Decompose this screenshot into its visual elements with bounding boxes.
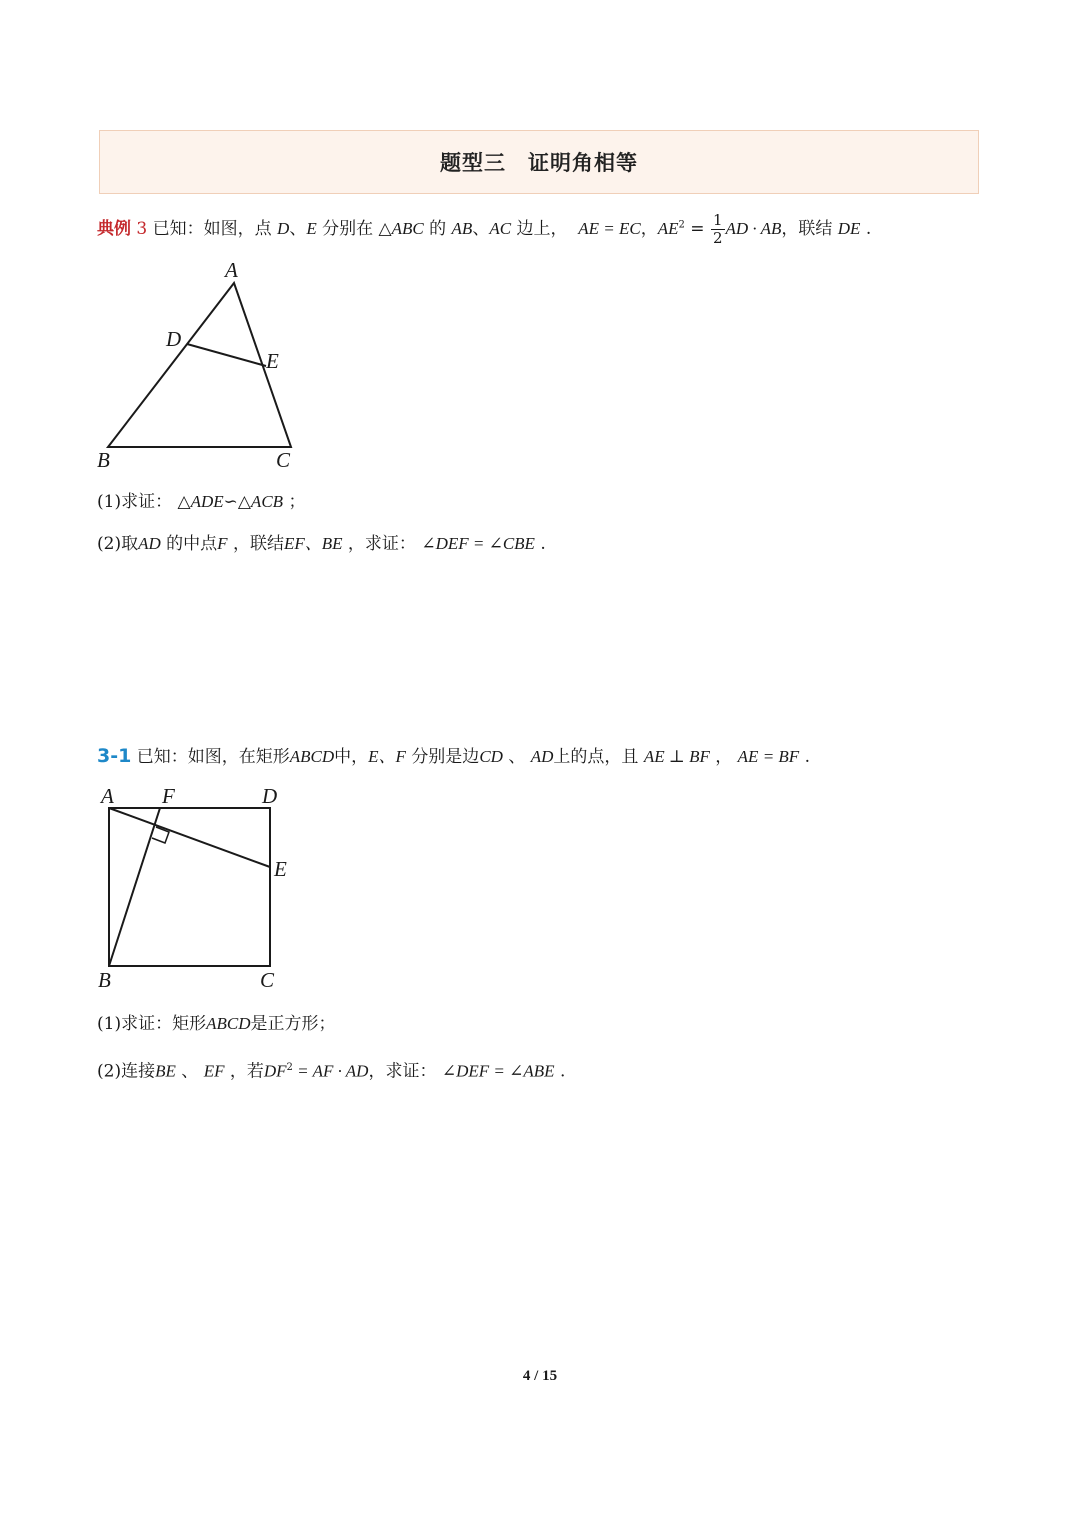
statement-text: 已知：如图，点	[152, 219, 272, 239]
part1-text: (1)求证：	[97, 492, 173, 512]
example-number: 3	[136, 219, 148, 239]
triangle-abc: △ABC	[378, 219, 424, 238]
period: .	[559, 1061, 566, 1082]
condition-ae-squared: AE	[657, 219, 679, 238]
part2-text: ，求证：	[347, 534, 416, 554]
label-f: F	[162, 784, 175, 808]
example-tag: 典例	[97, 219, 131, 239]
example3-statement	[97, 212, 871, 247]
label-e: E	[274, 857, 287, 881]
period: .	[804, 747, 810, 767]
segment-ef: EF	[203, 1061, 225, 1081]
separator: 、	[181, 1061, 199, 1082]
part1-text: 是正方形；	[250, 1014, 336, 1034]
label-e: E	[266, 349, 279, 373]
square-abcd-shape	[109, 808, 270, 966]
segment-de: DE	[837, 219, 861, 238]
segment-ab: AB	[451, 219, 473, 238]
segment-be: BE	[155, 1061, 176, 1081]
exponent: 2	[678, 219, 685, 231]
exponent: 2	[286, 1062, 293, 1073]
part2-text: 的中点	[166, 534, 218, 554]
part2-text: ，联结	[232, 534, 284, 554]
triangle-figure	[90, 255, 320, 480]
section-banner	[99, 130, 979, 194]
statement-text: 的	[429, 219, 447, 239]
point-e: E	[306, 219, 317, 238]
product-ad-ab: AD · AB	[725, 219, 782, 238]
label-d: D	[262, 784, 278, 808]
problem31-part1	[97, 1012, 335, 1036]
statement-text: 分别是边	[411, 747, 480, 767]
label-c: C	[276, 448, 291, 472]
example3-part1	[97, 490, 305, 514]
problem31-part2	[97, 1056, 565, 1084]
statement-text: 边上，	[516, 219, 568, 239]
page-number: 4 / 15	[522, 1368, 558, 1384]
similarity-statement: △ADE∽△ACB	[177, 492, 284, 511]
segment-ac: AC	[489, 219, 512, 238]
points-e-f: E、F	[368, 747, 406, 766]
part2-text: ，求证：	[368, 1061, 437, 1082]
statement-text: 分别在	[322, 219, 374, 239]
statement-text: 上的点，且	[553, 747, 639, 767]
problem-tag: 3-1	[97, 745, 132, 767]
section-title: 题型三 证明角相等	[440, 151, 638, 175]
label-b: B	[97, 448, 110, 472]
problem31-statement	[97, 744, 810, 769]
part2-text: ，若	[229, 1061, 264, 1082]
rectangle-abcd: ABCD	[206, 1014, 251, 1033]
segment-cd: CD	[479, 747, 503, 766]
condition-df: DF	[263, 1061, 287, 1081]
label-d: D	[166, 327, 182, 351]
separator: 、	[472, 219, 490, 239]
segment-bf-line	[109, 808, 160, 966]
rectangle-abcd: ABCD	[289, 747, 335, 766]
point-d: D	[277, 219, 290, 238]
part2-text: (2)取	[97, 534, 139, 554]
period: .	[540, 534, 546, 554]
separator: 、	[508, 747, 526, 767]
fraction-numerator: 1	[712, 211, 723, 229]
equality-condition: AE = BF	[737, 747, 800, 766]
angle-equality: ∠DEF = ∠CBE	[421, 534, 535, 553]
part1-text: (1)求证：矩形	[97, 1014, 207, 1034]
segment-ae-line	[109, 808, 270, 867]
label-b: B	[98, 968, 111, 992]
angle-equality: ∠DEF = ∠ABE	[441, 1061, 555, 1081]
statement-text: 已知：如图，在矩形	[136, 747, 290, 767]
statement-text: ，联结	[781, 219, 833, 239]
label-a: A	[101, 784, 114, 808]
statement-text: 中，	[334, 747, 369, 767]
separator: 、	[289, 219, 307, 239]
segment-ad: AD	[138, 534, 161, 553]
separator: ，	[715, 747, 733, 767]
part2-text: (2)连接	[97, 1061, 156, 1082]
square-figure	[92, 782, 307, 997]
segment-de-line	[187, 344, 266, 366]
condition-ae-ec: AE = EC	[578, 219, 641, 238]
period: .	[865, 219, 872, 239]
label-c: C	[260, 968, 275, 992]
part1-end: ；	[288, 492, 306, 512]
separator: ，	[640, 219, 658, 239]
segments-ef-be: EF、BE	[283, 534, 343, 553]
perpendicular-condition: AE ⊥ BF	[643, 747, 710, 766]
fraction-one-half	[711, 212, 725, 247]
label-a: A	[225, 258, 238, 282]
product-af-ad: = AF · AD	[292, 1061, 369, 1081]
point-f: F	[217, 534, 228, 553]
example3-part2	[97, 532, 546, 556]
fraction-denominator: 2	[712, 229, 723, 247]
segment-ad: AD	[530, 747, 554, 766]
equals-sign: =	[684, 219, 710, 239]
